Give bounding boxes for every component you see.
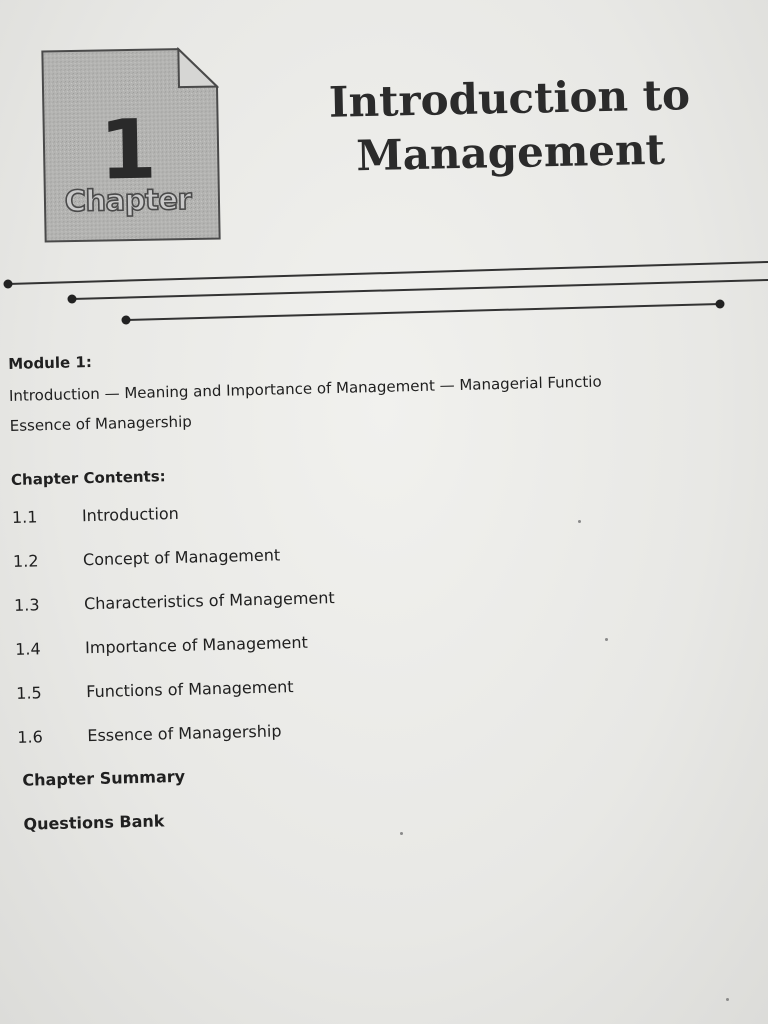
chapter-title-line-2: Management bbox=[355, 124, 666, 181]
contents-item-number: 1.1 bbox=[11, 506, 38, 527]
chapter-label: Chapter bbox=[64, 181, 192, 219]
chapter-number: 1 bbox=[98, 102, 156, 199]
contents-item-label: Introduction bbox=[81, 503, 180, 525]
contents-item-number: 1.6 bbox=[17, 726, 44, 747]
chapter-badge bbox=[40, 46, 221, 243]
decorative-divider bbox=[0, 250, 768, 330]
contents-item-label: Importance of Management bbox=[84, 632, 309, 657]
module-description-line-1: Introduction — Meaning and Importance of Management — Managerial Functio bbox=[8, 372, 602, 405]
contents-item-number: 1.3 bbox=[13, 594, 40, 615]
contents-item-label: Characteristics of Management bbox=[83, 587, 335, 613]
chapter-title-line-1: Introduction to bbox=[328, 70, 691, 127]
print-speck bbox=[726, 998, 729, 1001]
contents-item-number: 1.4 bbox=[14, 638, 41, 659]
contents-item-label: Concept of Management bbox=[82, 544, 281, 569]
contents-item-number: 1.5 bbox=[16, 682, 42, 703]
contents-item-number: 1.2 bbox=[12, 550, 39, 571]
module-description-line-2: Essence of Managership bbox=[9, 412, 192, 435]
questions-bank-entry: Questions Bank bbox=[23, 811, 165, 834]
print-speck bbox=[400, 832, 403, 835]
contents-item-label: Essence of Managership bbox=[87, 720, 282, 745]
print-speck bbox=[605, 638, 608, 641]
contents-list bbox=[11, 476, 768, 758]
chapter-summary-entry: Chapter Summary bbox=[22, 766, 186, 790]
chapter-title bbox=[289, 67, 731, 184]
contents-heading: Chapter Contents: bbox=[10, 467, 166, 489]
print-speck bbox=[578, 520, 581, 523]
module-heading: Module 1: bbox=[8, 352, 93, 373]
chapter-outline bbox=[8, 336, 768, 846]
contents-item-label: Functions of Management bbox=[86, 676, 294, 701]
